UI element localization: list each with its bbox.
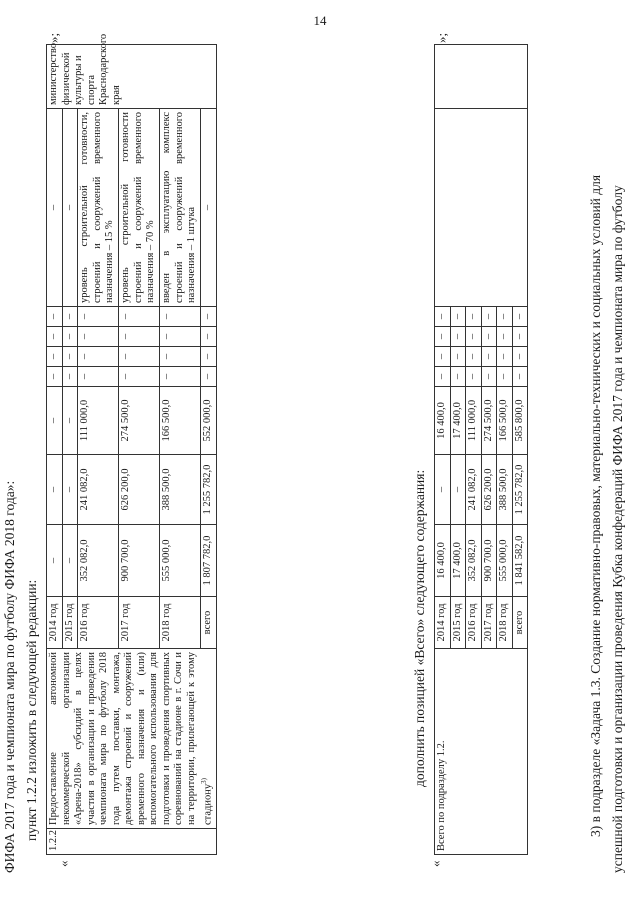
cell-federal: 1 255 782,0 xyxy=(201,455,217,525)
cell-total: 352 082,0 xyxy=(78,525,119,597)
outro-line-1: 3) в подразделе «Задача 1.3. Создание нормативно-правовых, материально-технических и социальных условий для xyxy=(588,174,603,837)
cell-total: 352 082,0 xyxy=(466,525,482,597)
cell-col-3: – xyxy=(160,327,201,347)
cell-col-3: – xyxy=(78,327,119,347)
close-quote-2: »; xyxy=(434,32,449,43)
cell-col-1: – xyxy=(497,367,513,387)
cell-col-4: – xyxy=(466,307,482,327)
cell-col-1: – xyxy=(466,367,482,387)
cell-federal: 626 200,0 xyxy=(119,455,160,525)
cell-col-4: – xyxy=(47,307,63,327)
cell-indicator: – xyxy=(62,109,78,307)
cell-col-1: – xyxy=(62,367,78,387)
cell-col-4: – xyxy=(62,307,78,327)
intro-line-2: пункт 1.2.2 изложить в следующей редакции: xyxy=(24,579,39,841)
cell-col-1: – xyxy=(512,367,528,387)
cell-col-1: – xyxy=(119,367,160,387)
cell-col-3: – xyxy=(62,327,78,347)
cell-executor-empty xyxy=(435,45,528,109)
cell-regional: 17 400,0 xyxy=(450,387,466,455)
cell-federal: – xyxy=(47,455,63,525)
outro-line-2: успешной подготовки и организации проведения Кубка конфедераций ФИФА 2017 года и чемпионата мира по футболу xyxy=(610,185,625,873)
cell-federal: 241 082,0 xyxy=(466,455,482,525)
cell-col-3: – xyxy=(450,327,466,347)
cell-total: 900 700,0 xyxy=(481,525,497,597)
cell-col-3: – xyxy=(201,327,217,347)
cell-year: всего xyxy=(512,597,528,649)
cell-col-4: – xyxy=(201,307,217,327)
cell-regional: 111 000,0 xyxy=(78,387,119,455)
cell-total: – xyxy=(47,525,63,597)
cell-total: – xyxy=(62,525,78,597)
cell-regional: 166 500,0 xyxy=(160,387,201,455)
cell-col-1: – xyxy=(450,367,466,387)
cell-col-2: – xyxy=(435,347,451,367)
cell-year: 2016 год xyxy=(78,597,119,649)
cell-col-2: – xyxy=(119,347,160,367)
table-row xyxy=(435,45,451,855)
cell-year: 2017 год xyxy=(119,597,160,649)
cell-col-4: – xyxy=(512,307,528,327)
cell-col-2: – xyxy=(201,347,217,367)
item-description-text: Предоставление автономной некоммерческой организации «Арена-2018» субсидий в целях участия в организации и проведении чемпионата мира по футболу 2018 года путем поставки, монтажа, демонтажа строений и сооружений временного назначения и (или) вспомогательного использования для подготовки и проведения спортивных соревнований на стадионе в г. Сочи и на территории, прилегающей к этому стадиону xyxy=(48,652,214,825)
cell-regional: 552 000,0 xyxy=(201,387,217,455)
cell-total: 1 841 582,0 xyxy=(512,525,528,597)
cell-year: 2017 год xyxy=(481,597,497,649)
cell-total: 900 700,0 xyxy=(119,525,160,597)
cell-regional: – xyxy=(62,387,78,455)
cell-year: 2015 год xyxy=(62,597,78,649)
cell-col-4: – xyxy=(481,307,497,327)
cell-year: 2018 год xyxy=(160,597,201,649)
cell-col-2: – xyxy=(78,347,119,367)
cell-year: 2018 год xyxy=(497,597,513,649)
cell-col-3: – xyxy=(512,327,528,347)
cell-regional: 585 800,0 xyxy=(512,387,528,455)
cell-total: 16 400,0 xyxy=(435,525,451,597)
cell-regional: – xyxy=(47,387,63,455)
cell-federal: 388 500,0 xyxy=(497,455,513,525)
cell-col-2: – xyxy=(497,347,513,367)
cell-indicator: – xyxy=(47,109,63,307)
cell-col-3: – xyxy=(119,327,160,347)
cell-col-4: – xyxy=(78,307,119,327)
cell-regional: 166 500,0 xyxy=(497,387,513,455)
cell-total: 1 807 782,0 xyxy=(201,525,217,597)
cell-col-3: – xyxy=(435,327,451,347)
cell-total: 17 400,0 xyxy=(450,525,466,597)
cell-col-2: – xyxy=(62,347,78,367)
cell-col-2: – xyxy=(512,347,528,367)
cell-col-1: – xyxy=(78,367,119,387)
cell-indicator: введен в эксплуатацию комплекс строений и сооружений временного назначения – 1 штука xyxy=(160,109,201,307)
intro-line-1: ФИФА 2017 года и чемпионата мира по футболу ФИФА 2018 года»: xyxy=(2,480,17,873)
cell-col-1: – xyxy=(160,367,201,387)
close-quote-1: »; xyxy=(46,32,61,43)
cell-col-2: – xyxy=(160,347,201,367)
cell-year: 2015 год xyxy=(450,597,466,649)
cell-col-2: – xyxy=(466,347,482,367)
cell-total: 555 000,0 xyxy=(160,525,201,597)
cell-col-1: – xyxy=(481,367,497,387)
cell-regional: 111 000,0 xyxy=(466,387,482,455)
page-number: 14 xyxy=(313,13,327,28)
cell-indicator: уровень строительной готовности, строений и сооружений временного назначения – 15 % xyxy=(78,109,119,307)
cell-col-4: – xyxy=(119,307,160,327)
footnote-mark: 3) xyxy=(200,778,208,784)
cell-col-3: – xyxy=(466,327,482,347)
supplement-line: дополнить позицией «Всего» следующего содержания: xyxy=(412,469,427,787)
cell-federal: 626 200,0 xyxy=(481,455,497,525)
cell-col-1: – xyxy=(47,367,63,387)
cell-col-4: – xyxy=(435,307,451,327)
item-description xyxy=(47,649,217,829)
cell-federal: 388 500,0 xyxy=(160,455,201,525)
open-quote-2: « xyxy=(428,860,443,867)
cell-total: 555 000,0 xyxy=(497,525,513,597)
cell-col-1: – xyxy=(435,367,451,387)
cell-federal: 1 255 782,0 xyxy=(512,455,528,525)
table-row xyxy=(47,45,63,855)
cell-federal: – xyxy=(62,455,78,525)
cell-col-4: – xyxy=(497,307,513,327)
cell-col-3: – xyxy=(47,327,63,347)
table-total-subsection-1-2 xyxy=(434,44,528,855)
cell-federal: – xyxy=(450,455,466,525)
table-item-1-2-2 xyxy=(46,33,217,855)
cell-indicator: – xyxy=(201,109,217,307)
cell-col-1: – xyxy=(201,367,217,387)
open-quote-1: « xyxy=(56,860,71,867)
cell-col-4: – xyxy=(160,307,201,327)
cell-regional: 16 400,0 xyxy=(435,387,451,455)
cell-col-2: – xyxy=(481,347,497,367)
cell-col-4: – xyxy=(450,307,466,327)
cell-col-3: – xyxy=(481,327,497,347)
cell-col-2: – xyxy=(450,347,466,367)
cell-regional: 274 500,0 xyxy=(119,387,160,455)
cell-year: 2016 год xyxy=(466,597,482,649)
cell-federal: – xyxy=(435,455,451,525)
total-label: Всего по подразделу 1.2. xyxy=(435,649,528,855)
executor: министерство физической культуры и спорта Краснодарского края xyxy=(47,45,217,109)
cell-federal: 241 082,0 xyxy=(78,455,119,525)
cell-col-2: – xyxy=(47,347,63,367)
cell-indicator: уровень строительной готовности строений и сооружений временного назначения – 70 % xyxy=(119,109,160,307)
cell-col-3: – xyxy=(497,327,513,347)
cell-indicator-empty xyxy=(435,109,528,307)
cell-year: 2014 год xyxy=(47,597,63,649)
cell-regional: 274 500,0 xyxy=(481,387,497,455)
cell-year: всего xyxy=(201,597,217,649)
item-number: 1.2.2 xyxy=(47,829,217,855)
cell-year: 2014 год xyxy=(435,597,451,649)
